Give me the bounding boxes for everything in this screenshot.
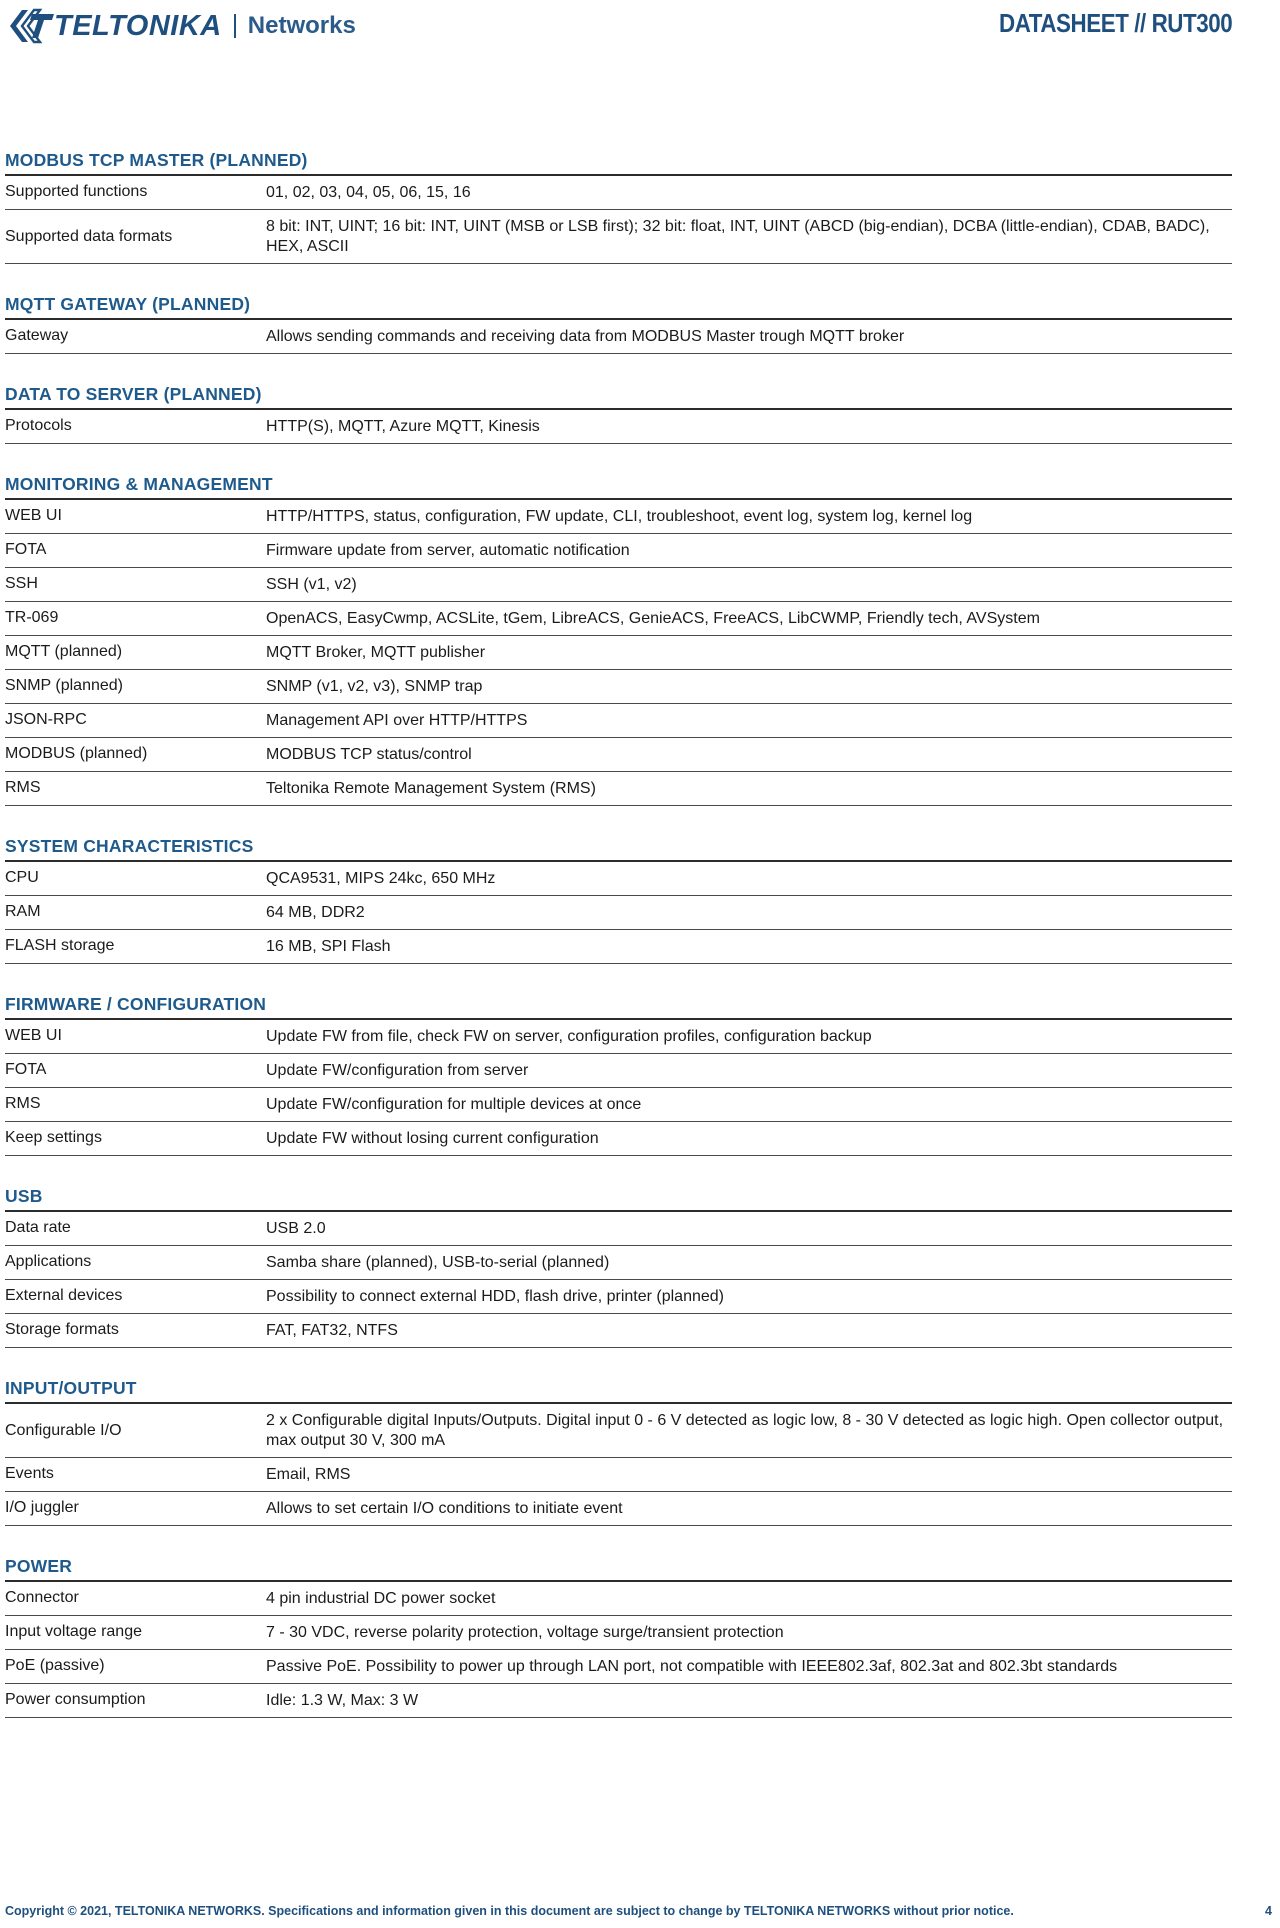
document-title: DATASHEET // RUT300 bbox=[998, 8, 1232, 38]
spec-label: I/O juggler bbox=[5, 1499, 79, 1516]
spec-row bbox=[5, 862, 1232, 896]
spec-value: Update FW/configuration from server bbox=[266, 1062, 529, 1079]
spec-label: WEB UI bbox=[5, 507, 62, 524]
spec-row bbox=[5, 602, 1232, 636]
spec-label: MODBUS (planned) bbox=[5, 745, 148, 762]
spec-section bbox=[5, 1376, 1232, 1526]
spec-label: Configurable I/O bbox=[5, 1421, 122, 1439]
spec-row bbox=[5, 896, 1232, 930]
brand-division: Networks bbox=[247, 12, 356, 39]
section-title: MONITORING & MANAGEMENT bbox=[5, 472, 1232, 500]
section-title: POWER bbox=[5, 1554, 1232, 1582]
spec-label: Applications bbox=[5, 1253, 92, 1270]
spec-row bbox=[5, 1650, 1232, 1684]
spec-value: Possibility to connect external HDD, flash drive, printer (planned) bbox=[266, 1288, 724, 1305]
spec-row bbox=[5, 534, 1232, 568]
spec-section bbox=[5, 992, 1232, 1156]
spec-value: Update FW from file, check FW on server, configuration profiles, configuration backup bbox=[266, 1028, 872, 1045]
spec-value: HTTP(S), MQTT, Azure MQTT, Kinesis bbox=[266, 418, 540, 435]
spec-value: Allows sending commands and receiving data from MODBUS Master trough MQTT broker bbox=[266, 328, 905, 345]
spec-label: Protocols bbox=[5, 417, 72, 434]
spec-row bbox=[5, 772, 1232, 806]
spec-label: Storage formats bbox=[5, 1321, 119, 1338]
page-footer bbox=[5, 1904, 1280, 1918]
spec-label: WEB UI bbox=[5, 1027, 62, 1044]
spec-row bbox=[5, 930, 1232, 964]
spec-section bbox=[5, 292, 1232, 354]
spec-label: JSON-RPC bbox=[5, 711, 87, 728]
spec-row bbox=[5, 1246, 1232, 1280]
spec-value: Teltonika Remote Management System (RMS) bbox=[266, 780, 596, 797]
spec-value: 2 x Configurable digital Inputs/Outputs. Digital input 0 - 6 V detected as logic low, 8 - 30 V detected as logic high. Open collector output, max output 30 V, 300 mA bbox=[266, 1411, 1224, 1449]
spec-value: HTTP/HTTPS, status, configuration, FW update, CLI, troubleshoot, event log, system log, kernel log bbox=[266, 508, 973, 525]
spec-row bbox=[5, 210, 1232, 264]
section-title: FIRMWARE / CONFIGURATION bbox=[5, 992, 1232, 1020]
spec-label: RAM bbox=[5, 903, 41, 920]
spec-value: 16 MB, SPI Flash bbox=[266, 938, 391, 955]
section-title: MQTT GATEWAY (PLANNED) bbox=[5, 292, 1232, 320]
spec-label: FOTA bbox=[5, 541, 47, 558]
page-header bbox=[0, 0, 1280, 60]
spec-section bbox=[5, 472, 1232, 806]
spec-label: Connector bbox=[5, 1589, 79, 1606]
spec-value: Update FW without losing current configuration bbox=[266, 1130, 599, 1147]
spec-value: QCA9531, MIPS 24kc, 650 MHz bbox=[266, 870, 496, 887]
spec-value: FAT, FAT32, NTFS bbox=[266, 1322, 398, 1339]
spec-value: SNMP (v1, v2, v3), SNMP trap bbox=[266, 678, 483, 695]
spec-section bbox=[5, 1554, 1232, 1718]
spec-label: SSH bbox=[5, 575, 38, 592]
teltonika-logo bbox=[6, 6, 356, 46]
spec-value: Passive PoE. Possibility to power up through LAN port, not compatible with IEEE802.3af, 802.3at and 802.3bt standards bbox=[266, 1658, 1118, 1675]
spec-label: FOTA bbox=[5, 1061, 47, 1078]
spec-value: Samba share (planned), USB-to-serial (planned) bbox=[266, 1254, 610, 1271]
spec-section bbox=[5, 834, 1232, 964]
teltonika-logo-icon bbox=[6, 6, 58, 46]
spec-value: Update FW/configuration for multiple devices at once bbox=[266, 1096, 642, 1113]
spec-row bbox=[5, 1122, 1232, 1156]
spec-label: External devices bbox=[5, 1287, 123, 1304]
spec-label: FLASH storage bbox=[5, 937, 115, 954]
spec-row bbox=[5, 1020, 1232, 1054]
section-title: USB bbox=[5, 1184, 1232, 1212]
spec-value: MODBUS TCP status/control bbox=[266, 746, 472, 763]
spec-value: Management API over HTTP/HTTPS bbox=[266, 712, 528, 729]
spec-section bbox=[5, 382, 1232, 444]
spec-section bbox=[5, 148, 1232, 264]
spec-row bbox=[5, 568, 1232, 602]
spec-row bbox=[5, 1404, 1232, 1458]
spec-value: Idle: 1.3 W, Max: 3 W bbox=[266, 1692, 419, 1709]
spec-label: RMS bbox=[5, 779, 41, 796]
spec-value: Firmware update from server, automatic notification bbox=[266, 542, 630, 559]
spec-row bbox=[5, 1280, 1232, 1314]
brand-name: TELTONIKA bbox=[54, 9, 222, 42]
spec-row bbox=[5, 1582, 1232, 1616]
spec-value: MQTT Broker, MQTT publisher bbox=[266, 644, 486, 661]
spec-row bbox=[5, 670, 1232, 704]
spec-value: 7 - 30 VDC, reverse polarity protection, voltage surge/transient protection bbox=[266, 1624, 784, 1641]
spec-row bbox=[5, 1458, 1232, 1492]
spec-value: 64 MB, DDR2 bbox=[266, 904, 365, 921]
spec-label: Events bbox=[5, 1465, 54, 1482]
spec-row bbox=[5, 636, 1232, 670]
section-title: INPUT/OUTPUT bbox=[5, 1376, 1232, 1404]
spec-label: Supported functions bbox=[5, 183, 148, 200]
spec-row bbox=[5, 1212, 1232, 1246]
spec-row bbox=[5, 410, 1232, 444]
spec-value: USB 2.0 bbox=[266, 1220, 326, 1237]
copyright-notice: Copyright © 2021, TELTONIKA NETWORKS. Specifications and information given in this document are subject to change by TELTONIKA NETWORKS without prior notice. bbox=[5, 1904, 1014, 1918]
spec-label: Data rate bbox=[5, 1219, 71, 1236]
spec-value: 4 pin industrial DC power socket bbox=[266, 1590, 496, 1607]
spec-label: Gateway bbox=[5, 327, 69, 344]
spec-label: Power consumption bbox=[5, 1691, 146, 1708]
spec-value: 8 bit: INT, UINT; 16 bit: INT, UINT (MSB or LSB first); 32 bit: float, INT, UINT (ABCD (big-endian), DCBA (little-endian), CDAB, BADC), HEX, ASCII bbox=[266, 217, 1210, 255]
spec-label: TR-069 bbox=[5, 609, 59, 626]
datasheet-content bbox=[5, 148, 1232, 1718]
spec-row bbox=[5, 500, 1232, 534]
spec-row bbox=[5, 176, 1232, 210]
spec-row bbox=[5, 1314, 1232, 1348]
spec-row bbox=[5, 1492, 1232, 1526]
spec-label: Supported data formats bbox=[5, 227, 173, 245]
spec-row bbox=[5, 1054, 1232, 1088]
spec-row bbox=[5, 738, 1232, 772]
spec-row bbox=[5, 1616, 1232, 1650]
spec-value: SSH (v1, v2) bbox=[266, 576, 357, 593]
spec-value: Email, RMS bbox=[266, 1466, 351, 1483]
spec-value: OpenACS, EasyCwmp, ACSLite, tGem, LibreACS, GenieACS, FreeACS, LibCWMP, Friendly tech, AVSystem bbox=[266, 610, 1040, 627]
spec-row bbox=[5, 1088, 1232, 1122]
section-title: MODBUS TCP MASTER (PLANNED) bbox=[5, 148, 1232, 176]
section-title: DATA TO SERVER (PLANNED) bbox=[5, 382, 1232, 410]
spec-label: PoE (passive) bbox=[5, 1657, 105, 1674]
spec-label: Input voltage range bbox=[5, 1623, 142, 1640]
spec-label: SNMP (planned) bbox=[5, 677, 123, 694]
section-title: SYSTEM CHARACTERISTICS bbox=[5, 834, 1232, 862]
spec-value: Allows to set certain I/O conditions to initiate event bbox=[266, 1500, 623, 1517]
spec-row bbox=[5, 704, 1232, 738]
spec-section bbox=[5, 1184, 1232, 1348]
logo-divider bbox=[234, 14, 236, 38]
spec-row bbox=[5, 1684, 1232, 1718]
spec-row bbox=[5, 320, 1232, 354]
spec-label: MQTT (planned) bbox=[5, 643, 123, 660]
spec-label: CPU bbox=[5, 869, 39, 886]
spec-value: 01, 02, 03, 04, 05, 06, 15, 16 bbox=[266, 184, 471, 201]
spec-label: Keep settings bbox=[5, 1129, 102, 1146]
spec-label: RMS bbox=[5, 1095, 41, 1112]
page-number: 4 bbox=[1265, 1904, 1272, 1918]
